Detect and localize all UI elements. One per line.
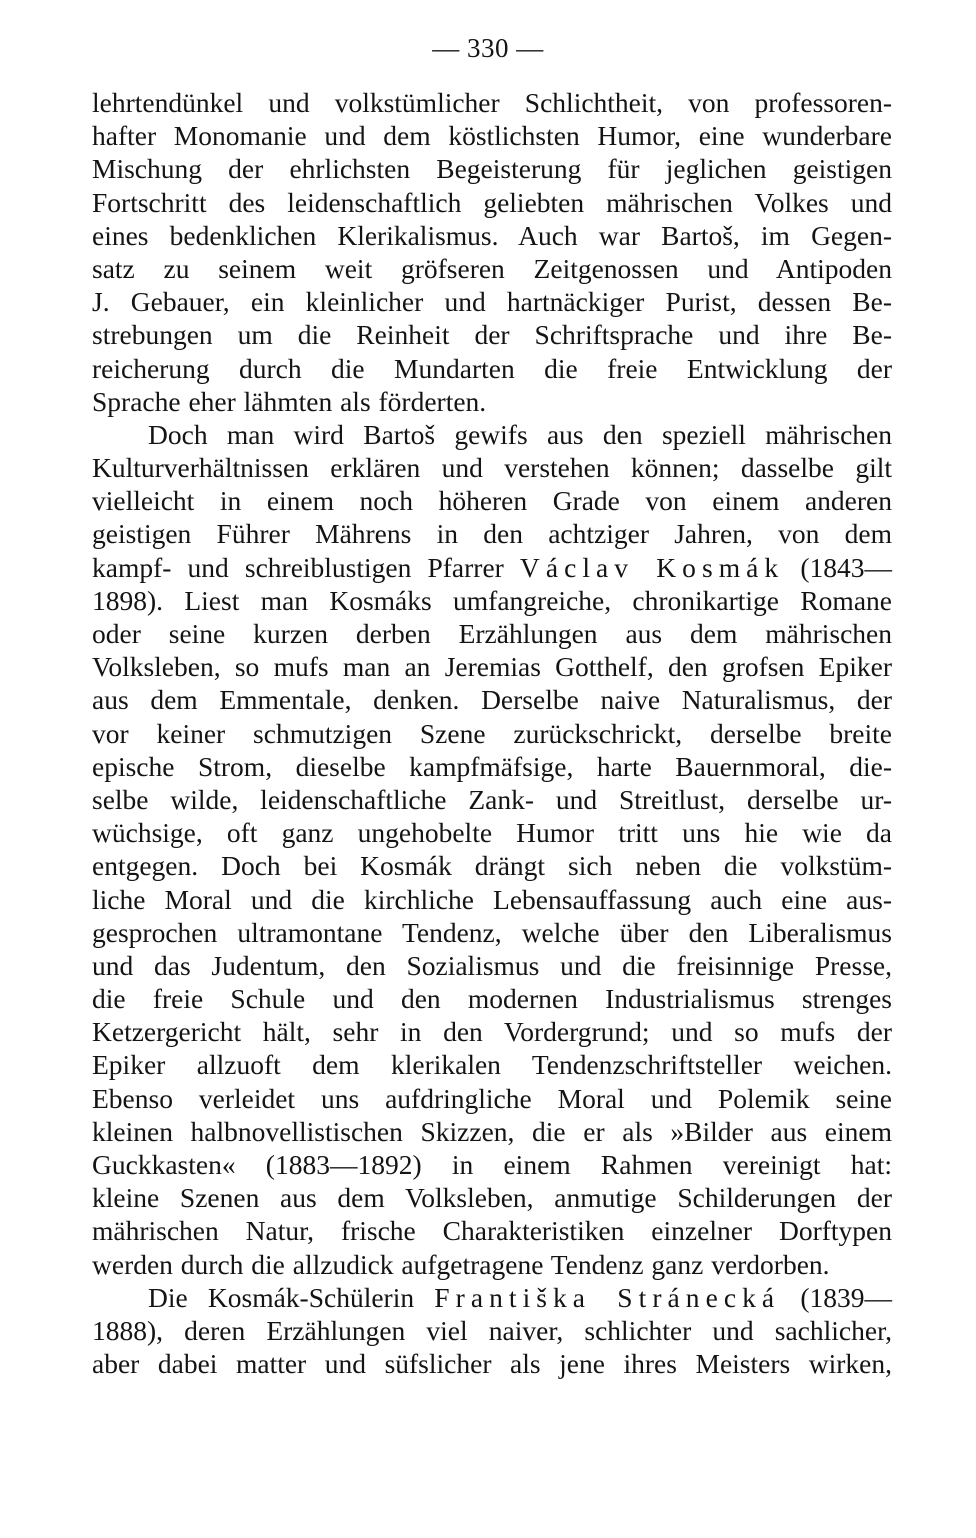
spaced-name: Václav Kosmák [519, 551, 785, 583]
text-line: eines bedenklichen Klerikalismus. Auch war Bartoš, im Gegen- [92, 219, 892, 251]
text-line: reicherung durch die Mundarten die freie Entwicklung der [92, 352, 892, 384]
text-line: mährischen Natur, frische Charakteristiken einzelner Dorftypen [92, 1215, 892, 1247]
text-line: und das Judentum, den Sozialismus und die freisinnige Presse, [92, 949, 892, 981]
text-line [92, 551, 892, 584]
text-line: Epiker allzuoft dem klerikalen Tendenzschriftsteller weichen. [92, 1049, 892, 1081]
text-segment: kampf- und schreiblustigen Pfarrer [92, 551, 520, 583]
text-line: Kulturverhältnissen erklären und verstehen können; dasselbe gilt [92, 452, 892, 484]
text-line: oder seine kurzen derben Erzählungen aus dem mährischen [92, 618, 892, 649]
text-line: entgegen. Doch bei Kosmák drängt sich neben die volkstüm- [92, 850, 892, 882]
text-line: hafter Monomanie und dem köstlichsten Humor, eine wunderbare [92, 120, 892, 152]
text-line: vielleicht in einem noch höheren Grade von einem anderen [92, 485, 892, 517]
text-line: Guckkasten« (1883—1892) in einem Rahmen vereinigt hat: [92, 1149, 892, 1180]
text-line: Fortschritt des leidenschaftlich geliebten mährischen Volkes und [92, 186, 892, 218]
text-segment: (1843— [784, 551, 892, 583]
page-number: — 330 — [432, 33, 544, 63]
paragraph-first-line [92, 1281, 892, 1314]
text-line: kleine Szenen aus dem Volksleben, anmutige Schilderungen der [92, 1182, 892, 1214]
text-line: 1898). Liest man Kosmáks umfangreiche, chronikartige Romane [92, 584, 892, 616]
text-segment: Die Kosmák-Schülerin [148, 1281, 435, 1313]
text-line: 1888), deren Erzählungen viel naiver, schlichter und sachlicher, [92, 1314, 892, 1346]
text-line: Ebenso verleidet uns aufdringliche Moral und Polemik seine [92, 1082, 892, 1114]
text-line: geistigen Führer Mährens in den achtziger Jahren, von dem [92, 518, 892, 550]
text-line: Mischung der ehrlichsten Begeisterung für jeglichen geistigen [92, 153, 892, 185]
text-line: Volksleben, so mufs man an Jeremias Gotthelf, den grofsen Epiker [92, 651, 892, 683]
text-line: epische Strom, dieselbe kampfmäfsige, harte Bauernmoral, die- [92, 750, 892, 782]
text-line: wüchsige, oft ganz ungehobelte Humor tritt uns hie wie da [92, 817, 892, 849]
text-segment: (1839— [780, 1281, 892, 1313]
text-line: satz zu seinem weit gröfseren Zeitgenossen und Antipoden [92, 252, 892, 284]
text-line: strebungen um die Reinheit der Schriftsprache und ihre Be- [92, 319, 892, 351]
text-line: kleinen halbnovellistischen Skizzen, die er als »Bilder aus einem [92, 1115, 892, 1147]
text-line: aus dem Emmentale, denken. Derselbe naive Naturalismus, der [92, 684, 892, 716]
text-line: Ketzergericht hält, sehr in den Vordergrund; und so mufs der [92, 1016, 892, 1048]
text-line: gesprochen ultramontane Tendenz, welche über den Liberalismus [92, 916, 892, 948]
text-line: die freie Schule und den modernen Industrialismus strenges [92, 983, 892, 1015]
text-line: werden durch die allzudick aufgetragene Tendenz ganz verdorben. [92, 1248, 830, 1280]
spaced-name: Františka Stránecká [434, 1281, 781, 1313]
text-line: J. Gebauer, ein kleinlicher und hartnäckiger Purist, dessen Be- [92, 286, 892, 318]
text-line: Sprache eher lähmten als förderten. [92, 385, 487, 417]
text-line: vor keiner schmutzigen Szene zurückschrickt, derselbe breite [92, 717, 892, 749]
text-line: liche Moral und die kirchliche Lebensauffassung auch eine aus- [92, 883, 892, 915]
text-line: selbe wilde, leidenschaftliche Zank- und Streitlust, derselbe ur- [92, 783, 892, 815]
paragraph-first-line: Doch man wird Bartoš gewifs aus den speziell mährischen [148, 418, 892, 450]
text-line: aber dabei matter und süfslicher als jene ihres Meisters wirken, [92, 1348, 892, 1380]
text-line: lehrtendünkel und volkstümlicher Schlichtheit, von professoren- [92, 87, 892, 118]
body-text [92, 86, 892, 1380]
